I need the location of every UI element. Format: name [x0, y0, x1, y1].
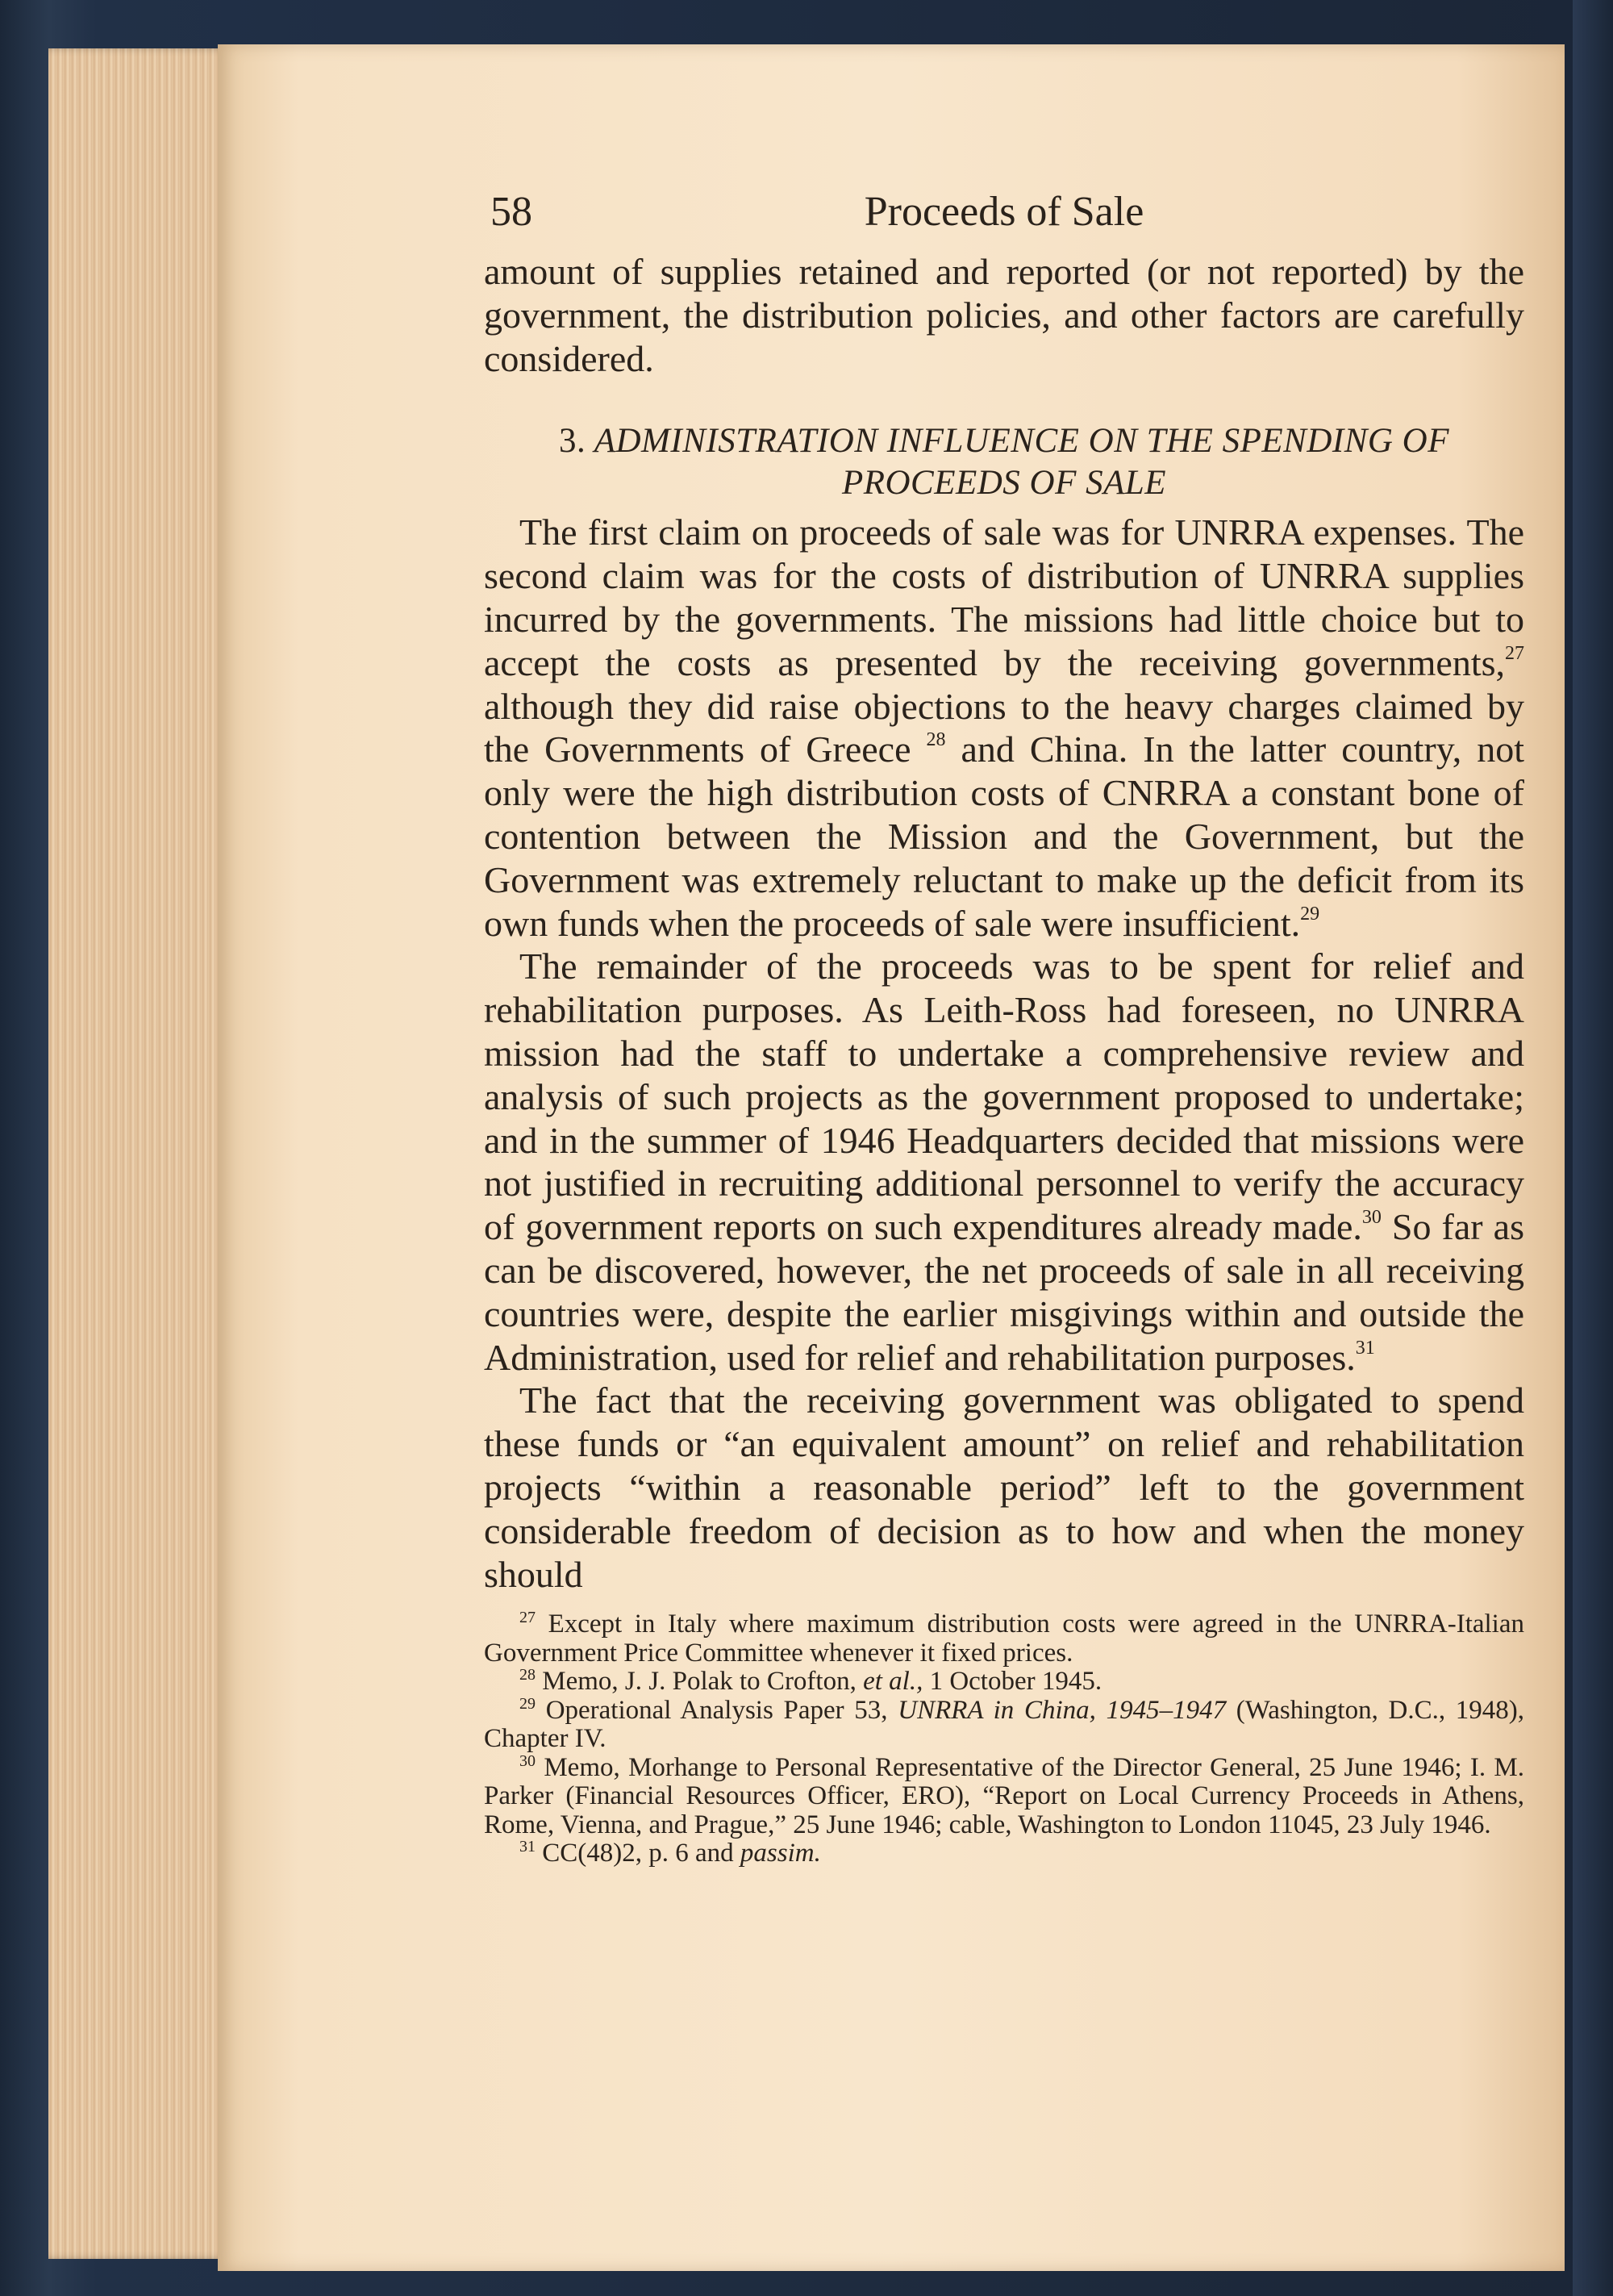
section-number: 3.	[559, 422, 586, 461]
footnote-29	[484, 1694, 1525, 1754]
paragraph-3	[484, 945, 1524, 1379]
paragraph-2-text-c: and China. In the latter country, not only were the high distribution costs of CNRRA a constant bone of contention between the Mission and the Government, but the Government was extremely reluctant to make up the deficit from its own funds when the proceeds of sale were insufficient.	[484, 728, 1524, 944]
paragraph-2	[484, 511, 1524, 945]
footnote-31	[484, 1839, 1524, 1868]
footnote-text: Memo, Morhange to Personal Representative of the Director General, 25 June 1946; I. M. Parker (Financial Resources Officer, ERO), “Report on Local Currency Proceeds in Athens, Rome, Vienna, and Prague,” 25 June 1946; cable, Washington to London 11045, 23 July 1946.	[484, 1752, 1524, 1839]
paragraph-3-text-b: So far as can be discovered, however, the net proceeds of sale in all receiving countries were, despite the earlier misgivings within and outside the Administration, used for relief and rehabilitation purposes.	[484, 1206, 1524, 1378]
footnote-text: (Washington, D.C., 1948), Chapter IV.	[484, 1695, 1525, 1754]
page-number: 58	[490, 189, 532, 235]
footnote-italic: et al.,	[863, 1667, 923, 1697]
paragraph-3-text-a: The remainder of the proceeds was to be spent for relief and rehabilitation purposes. As Leith-Ross had foreseen, no UNRRA mission had the staff to undertake a comprehensive review and analysis of such projects as the government proposed to undertake; and in the summer of 1946 Headquarters decided that missions were not justified in recruiting additional personnel to verify the accuracy of government reports on such expenditures already made.	[484, 946, 1524, 1248]
footnote-mark: 31	[519, 1838, 536, 1856]
running-head: Proceeds of Sale	[864, 189, 1144, 235]
footnote-mark: 28	[519, 1666, 536, 1684]
footnote-mark: 29	[519, 1694, 536, 1713]
footnote-text: Except in Italy where maximum distribution costs were agreed in the UNRRA-Italian Government Price Committee whenever it fixed prices.	[484, 1609, 1525, 1668]
section-heading	[484, 420, 1524, 504]
page-edges	[48, 48, 234, 2259]
footnote-text: 1 October 1945.	[923, 1667, 1102, 1697]
footnote-28	[484, 1668, 1524, 1697]
footnote-ref-30: 30	[1361, 1207, 1382, 1229]
footnote-27	[484, 1610, 1524, 1668]
footnote-ref-27: 27	[1505, 642, 1524, 664]
footnote-italic: passim.	[740, 1839, 821, 1868]
book-cover-edge	[1573, 0, 1613, 2296]
section-title: ADMINISTRATION INFLUENCE ON THE SPENDING OF PROCEEDS OF SALE	[594, 422, 1449, 503]
paragraph-2-text-a: The first claim on proceeds of sale was for UNRRA expenses. The second claim was for the costs of distribution of UNRRA supplies incurred by the governments. The missions had little choice but to accept the costs as presented by the receiving governments,	[484, 511, 1524, 683]
footnote-text: CC(48)2, p. 6 and	[542, 1839, 740, 1868]
footnotes	[484, 1610, 1524, 1868]
footnote-text: Operational Analysis Paper 53,	[545, 1695, 898, 1725]
footnote-italic: UNRRA in China, 1945–1947	[898, 1695, 1227, 1725]
footnote-30	[484, 1751, 1524, 1840]
footnote-ref-28: 28	[926, 729, 946, 751]
page-text	[484, 186, 1524, 1868]
footnote-text: Memo, J. J. Polak to Crofton,	[542, 1667, 864, 1697]
footnote-ref-31: 31	[1355, 1337, 1375, 1359]
paragraph-2-text-b: although they did raise objections to the heavy charges claimed by the Governments of Greece	[484, 685, 1524, 770]
page-header	[484, 186, 1524, 245]
footnote-ref-29: 29	[1300, 903, 1320, 925]
footnote-mark: 27	[519, 1609, 536, 1627]
paragraph-4: The fact that the receiving government was obligated to spend these funds or “an equivalent amount” on relief and rehabilitation projects “within a reasonable period” left to the government considerable freedom of decision as to how and when the money should	[484, 1380, 1524, 1595]
footnote-mark: 30	[519, 1751, 536, 1770]
paragraph-1: amount of supplies retained and reported (or not reported) by the government, the distribution policies, and other factors are carefully considered.	[484, 251, 1524, 379]
